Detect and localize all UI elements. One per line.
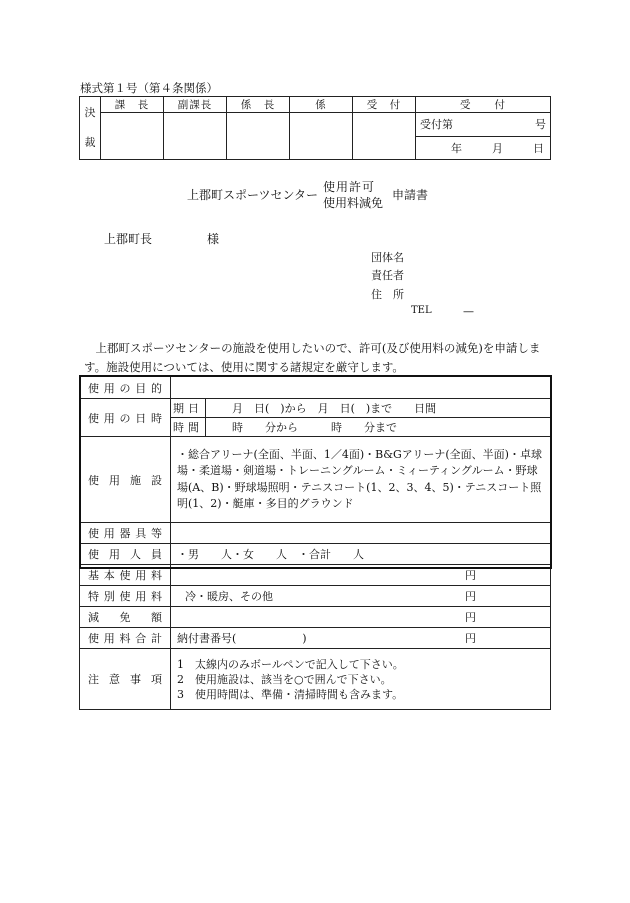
- header-kakaricho: 係 長: [227, 97, 290, 113]
- title-facility: 上郡町スポーツセンター: [187, 188, 319, 202]
- stamp-box-kakari[interactable]: [290, 113, 353, 160]
- title-option-reduction: 使用料減免: [323, 196, 384, 210]
- period-label: 期日: [171, 399, 206, 417]
- stamp-box-uketsuke[interactable]: [353, 113, 416, 160]
- datetime-field[interactable]: [171, 399, 551, 437]
- notes-label: 注意事項: [80, 649, 171, 710]
- header-uketsuke: 受 付: [353, 97, 416, 113]
- stamp-box-kacho[interactable]: [101, 113, 164, 160]
- receipt-number-suffix: 号: [535, 118, 546, 132]
- receipt-number-field[interactable]: [416, 113, 551, 137]
- representative-label: 責任者: [371, 269, 404, 282]
- addressee-name: 上郡町長: [104, 232, 153, 246]
- total-label: 使用料合計: [80, 628, 171, 649]
- period-row: [171, 399, 550, 417]
- people-value[interactable]: ・男 人・女 人 ・合計 人: [171, 544, 551, 565]
- basic-fee-yen[interactable]: 円: [171, 565, 551, 586]
- special-fee-yen: 円: [465, 590, 476, 603]
- total-field[interactable]: [171, 628, 551, 649]
- date-month: 月: [492, 141, 503, 155]
- special-fee-value: 冷・暖房、その他: [185, 590, 273, 603]
- reduction-yen[interactable]: 円: [171, 607, 551, 628]
- special-fee-label: 特別使用料: [80, 586, 171, 607]
- receipt-number-label: 受付第: [420, 118, 453, 132]
- purpose-label: 使用の目的: [80, 377, 171, 399]
- reduction-label: 減免額: [80, 607, 171, 628]
- note-item: 1 太線内のみボールペンで記入して下さい。: [177, 657, 404, 671]
- address-label: 住 所: [371, 288, 404, 301]
- title-option-permit: 使用許可: [323, 180, 376, 194]
- header-kakari: 係: [290, 97, 353, 113]
- equipment-label: 使用器具等: [80, 523, 171, 544]
- header-uketsuke-right: 受 付: [416, 97, 551, 113]
- application-form: [79, 376, 551, 710]
- basic-fee-label: 基本使用料: [80, 565, 171, 586]
- receipt-date-field[interactable]: [416, 136, 551, 160]
- people-label: 使用人員: [80, 544, 171, 565]
- date-day: 日: [533, 141, 544, 155]
- form-number: 様式第１号（第４条関係）: [80, 81, 218, 95]
- total-yen: 円: [465, 632, 476, 645]
- title-suffix: 申請書: [392, 188, 429, 202]
- facilities-value[interactable]: ・総合アリーナ(全面、半面、1／4面)・B&Gアリーナ(全面、半面)・卓球場・柔道場・剣道場・トレーニングルーム・ミィーティングルーム・野球場(A、B)・野球場照明・テニスコート(1、2、3、4、5)・テニスコート照明(1、2)・艇庫・多目的グラウンド: [171, 437, 551, 523]
- tel-label: TEL: [411, 305, 432, 316]
- tel-dash: —: [463, 305, 474, 318]
- stamp-box-kakaricho[interactable]: [227, 113, 290, 160]
- group-name-label: 団体名: [371, 251, 404, 264]
- addressee-honorific: 様: [207, 232, 220, 246]
- stamp-box-fukukacho[interactable]: [164, 113, 227, 160]
- approval-table: [79, 96, 551, 160]
- time-label: 時間: [171, 418, 206, 436]
- kessai-label: 決 裁: [80, 97, 101, 160]
- date-year: 年: [451, 141, 462, 155]
- datetime-label: 使用の日時: [80, 399, 171, 437]
- payment-slip-number: 納付書番号( ): [177, 632, 307, 645]
- header-fukukacho: 副課長: [164, 97, 227, 113]
- equipment-field[interactable]: [171, 523, 551, 544]
- facilities-label: 使用施設: [80, 437, 171, 523]
- time-value[interactable]: 時 分から 時 分まで: [232, 421, 397, 434]
- special-fee-field[interactable]: [171, 586, 551, 607]
- time-row: [171, 417, 550, 436]
- period-value[interactable]: 月 日( )から 月 日( )まで 日間: [232, 402, 437, 415]
- notes-list: [171, 649, 551, 710]
- purpose-field[interactable]: [171, 377, 551, 399]
- note-item: 3 使用時間は、準備・清掃時間も含みます。: [177, 687, 404, 701]
- header-kacho: 課 長: [101, 97, 164, 113]
- note-item: 2 使用施設は、該当を○で囲んで下さい。: [177, 672, 392, 686]
- intro-text: 上郡町スポーツセンターの施設を使用したいので、許可(及び使用料の減免)を申請します。施設使用については、使用に関する諸規定を厳守します。: [84, 341, 541, 374]
